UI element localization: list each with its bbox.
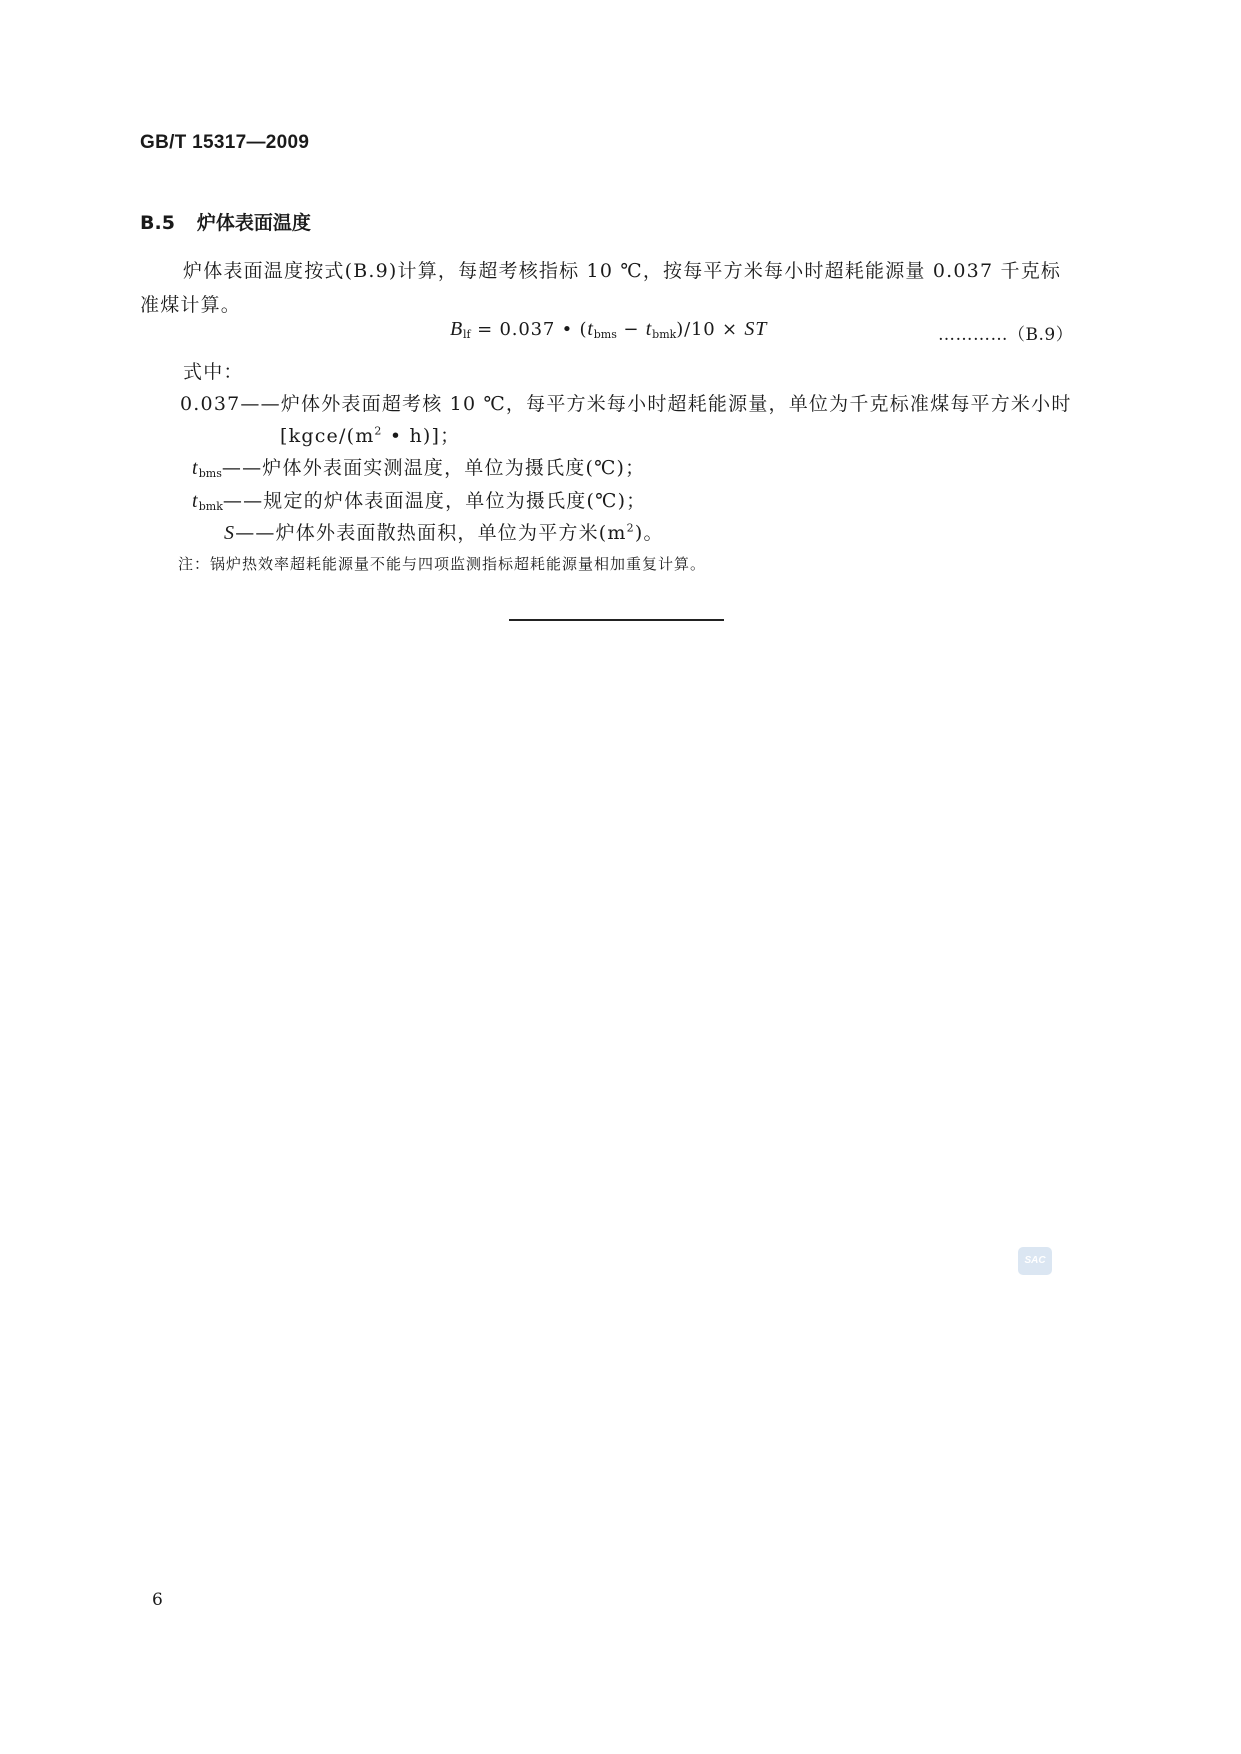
section-number: B.5 [140,212,175,234]
definition-0037-unit [280,421,460,448]
definition-var: S [224,522,236,544]
equation-number: …………（B.9） [938,325,1074,345]
section-title: 炉体表面温度 [196,212,311,234]
definition-sub: bmk [198,500,223,513]
formula-tail: )/10 × [676,319,745,340]
definition-text: ——炉体外表面实测温度，单位为摄氏度(℃)； [221,457,646,479]
page-number: 6 [152,1590,163,1610]
note: 注：锅炉热效率超耗能源量不能与四项监测指标超耗能源量相加重复计算。 [178,555,707,573]
end-rule [509,619,724,621]
formula-b9 [450,318,767,341]
formula-var-b: B [450,318,464,340]
standard-number: GB/T 15317—2009 [140,132,310,153]
sac-watermark-logo: SAC [1018,1247,1052,1275]
paragraph-line-2: 准煤计算。 [140,294,242,316]
formula-var-t1: t [587,318,594,340]
definition-text: ——规定的炉体表面温度，单位为摄氏度(℃)； [222,490,647,512]
formula-var-st: ST [744,318,768,340]
formula-var-t2: t [645,318,653,340]
definition-var: t [192,457,199,479]
definition-s [224,518,664,545]
section-heading [140,208,311,235]
definition-superscript: 2 [626,521,635,535]
unit-prefix: [kgce/(m [280,425,375,447]
where-label: 式中： [183,361,244,383]
definition-var: t [192,490,199,512]
definition-0037 [180,389,1072,416]
definition-sub: bms [198,467,222,480]
formula-sub-bms: bms [593,328,617,341]
formula-sub-lf: lf [463,328,471,341]
definition-text-pre: ——炉体外表面散热面积，单位为平方米(m [235,522,627,544]
definition-text-post: )。 [634,522,664,544]
definition-dash: —— [240,393,281,415]
unit-suffix: • h)]； [382,425,461,447]
definition-tbms [192,453,645,480]
definition-text: 炉体外表面超考核 10 ℃，每平方米每小时超耗能源量，单位为千克标准煤每平方米小时 [280,393,1072,415]
formula-sub-bmk: bmk [652,328,677,341]
unit-superscript: 2 [374,424,383,438]
formula-eq-coef: = 0.037 • ( [470,319,588,340]
formula-minus: − [616,319,646,340]
definition-symbol: 0.037 [180,393,241,415]
definition-tbmk [192,486,646,513]
paragraph-line-1: 炉体表面温度按式(B.9)计算，每超考核指标 10 ℃，按每平方米每小时超耗能源量 0.037 千克标 [183,260,1062,282]
